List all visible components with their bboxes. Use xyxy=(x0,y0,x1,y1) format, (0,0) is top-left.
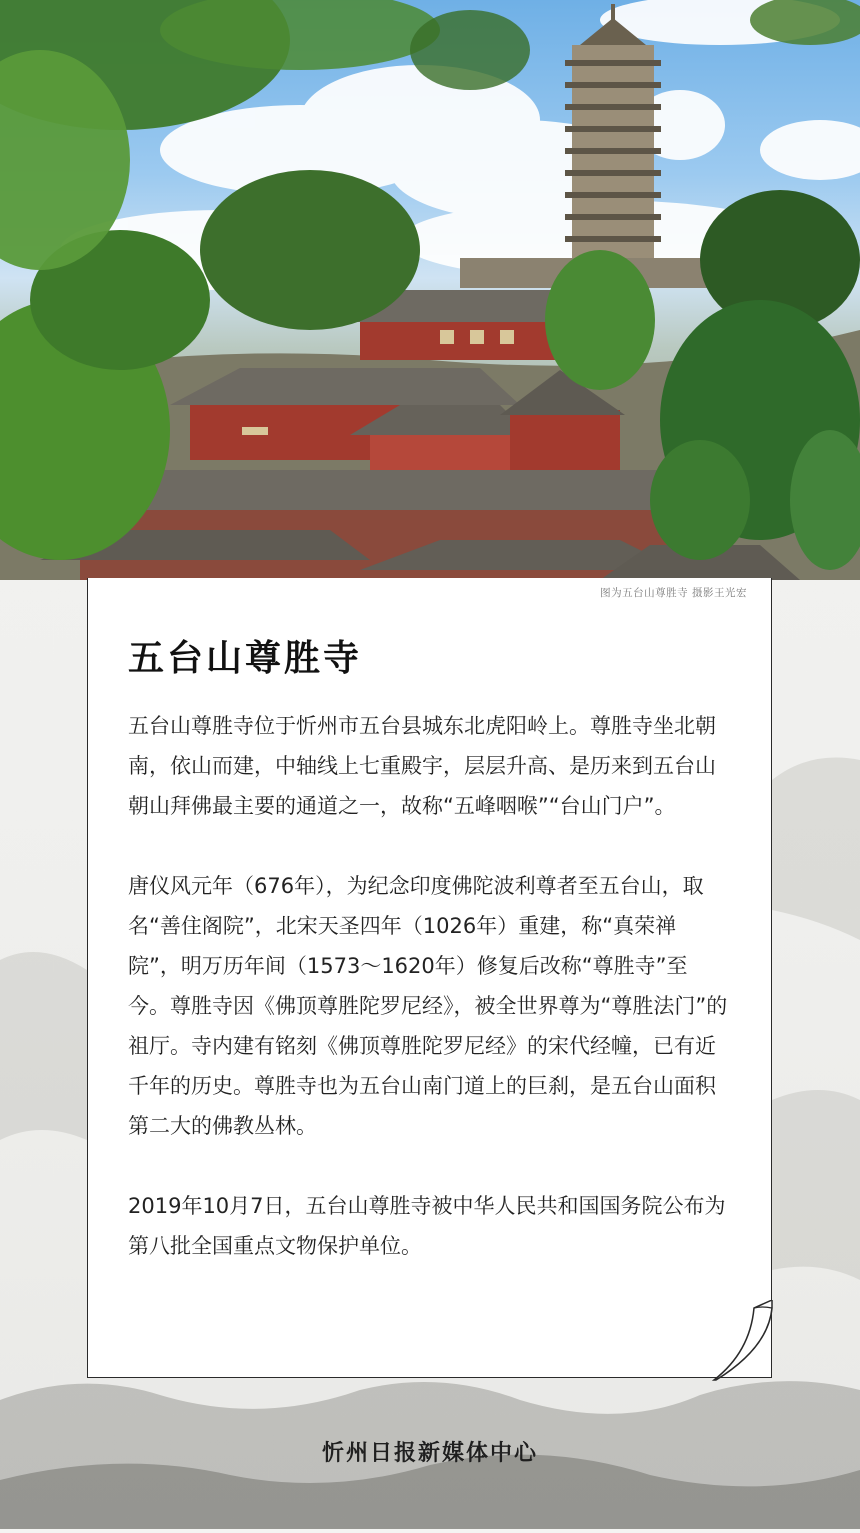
article-paragraph: 唐仪风元年（676年），为纪念印度佛陀波利尊者至五台山，取名“善住阁院”，北宋天圣四年（1026年）重建，称“真荣禅院”，明万历年间（1573～1620年）修复后改称“尊胜寺”至今。尊胜寺因《佛顶尊胜陀罗尼经》，被全世界尊为“尊胜法门”的祖厅。寺内建有铭刻《佛顶尊胜陀罗尼经》的宋代经幢，已有近千年的历史。尊胜寺也为五台山南门道上的巨刹，是五台山面积第二大的佛教丛林。 xyxy=(128,874,728,1138)
article-paragraph: 2019年10月7日，五台山尊胜寺被中华人民共和国国务院公布为第八批全国重点文物保护单位。 xyxy=(128,1194,726,1258)
article-title: 五台山尊胜寺 xyxy=(128,638,363,679)
publisher-footer: 忻州日报新媒体中心 xyxy=(321,1441,538,1466)
hero-photo xyxy=(0,0,860,580)
article-card xyxy=(87,578,772,1378)
temple-illustration xyxy=(0,0,860,580)
photo-caption: 图为五台山尊胜寺 摄影王光宏 xyxy=(600,587,747,599)
page-curl xyxy=(710,1300,776,1382)
article-paragraph: 五台山尊胜寺位于忻州市五台县城东北虎阳岭上。尊胜寺坐北朝南，依山而建，中轴线上七重殿宇，层层升高、是历来到五台山朝山拜佛最主要的通道之一，故称“五峰咽喉”“台山门户”。 xyxy=(128,714,716,818)
article-body xyxy=(128,706,728,1266)
